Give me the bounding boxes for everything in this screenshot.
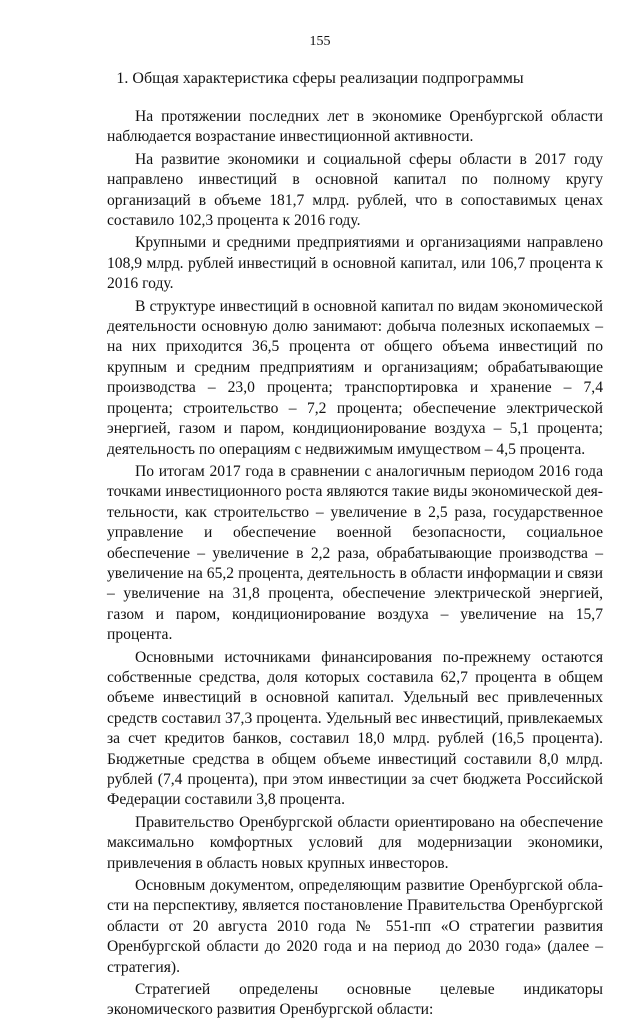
- paragraph: Стратегией определены основные целевые индикаторы экономического развития Оренбургской области:: [107, 981, 603, 1019]
- paragraph: На протяжении последних лет в экономике Оренбургской области наблюдается возрастание инвестиционной активности.: [107, 108, 603, 146]
- section-title: 1. Общая характеристика сферы реализации подпрограммы: [116, 70, 524, 87]
- paragraph: Крупными и средними предприятиями и организациями направлено 108,9 млрд. рублей инвестиций в основной капитал, или 106,7 процента к 2016 году.: [107, 234, 603, 293]
- paragraph: Правительство Оренбургской области ориентировано на обеспечение максимально комфортных условий для модернизации экономики, привлечения в область новых крупных инвесторов.: [107, 813, 603, 872]
- page-number: 155: [309, 34, 331, 49]
- body-text: [107, 107, 603, 1023]
- paragraph: По итогам 2017 года в сравнении с аналогичным периодом 2016 года точками инвестиционного роста являются такие виды экономической деятельности, как строительство – увеличение в 2,5 раза, государственное управление и обеспечение военной безопасности, социальное обеспечение – увеличение в 2,2 раза, обрабатывающие производства – увеличение на 65,2 процента, деятельность в области информации и связи – увеличение на 31,8 процента, обеспечение электрической энергией, газом и паром, кондиционирование воздуха – увеличение на 15,7 процента.: [107, 462, 603, 644]
- paragraph: В структуре инвестиций в основной капитал по видам экономической деятельности основную долю занимают: добыча полезных ископаемых – на них приходится 36,5 процента от общего объема инвестиций по крупным и средним предприятиям и организациям; обрабатывающие производства – 23,0 процента; транспортировка и хранение – 7,4 процента; строительство – 7,2 процента; обеспечение электрической энергией, газом и паром, кондиционирование воздуха – 5,1 процента; деятельность по операциям с недвижимым имуществом – 4,5 процента.: [107, 297, 603, 458]
- paragraph: На развитие экономики и социальной сферы области в 2017 году направлено инвестиций в основной капитал по полному кругу организаций в объеме 181,7 млрд. рублей, что в сопоставимых ценах составило 102,3 процента к 2016 году.: [107, 150, 603, 230]
- paragraph: Основными источниками финансирования по-прежнему остаются собственные средства, доля которых составила 62,7 процента в общем объеме инвестиций в основной капитал. Удельный вес привлеченных средств составил 37,3 процента. Удельный вес инвестиций, привлекаемых за счет кредитов банков, составил 18,0 млрд. рублей (16,5 процента). Бюджетные средства в общем объеме инвестиций составили 8,0 млрд. рублей (7,4 процента), при этом инвестиции за счет бюджета Российской Федерации составили 3,8 процента.: [107, 648, 603, 809]
- paragraph: Основным документом, определяющим развитие Оренбургской области на перспективу, является постановление Правительства Оренбургской области от 20 августа 2010 года № 551-пп «О стратегии развития Оренбургской области до 2020 года и на период до 2030 года» (далее – стратегия).: [107, 877, 603, 976]
